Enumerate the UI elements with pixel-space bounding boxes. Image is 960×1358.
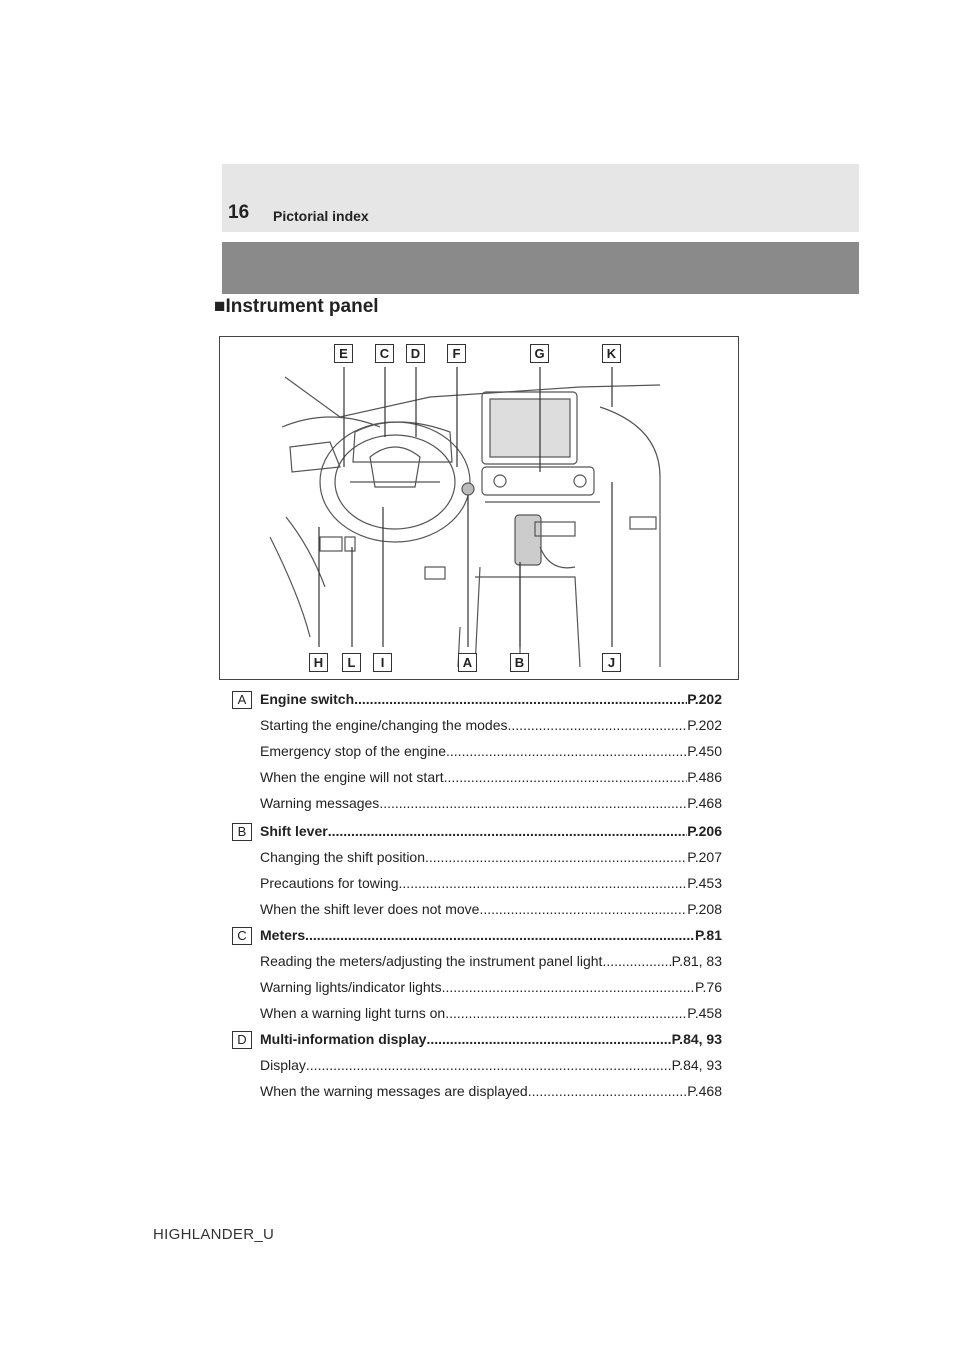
index-entry[interactable] bbox=[260, 769, 722, 786]
page-ref: P.84, 93 bbox=[671, 1057, 722, 1073]
instrument-panel-drawing bbox=[220, 337, 738, 679]
group-letter-d: D bbox=[232, 1031, 252, 1049]
callout-h: H bbox=[309, 653, 328, 672]
entry-label: Multi-information display bbox=[260, 1031, 427, 1047]
page-ref: P.486 bbox=[687, 769, 722, 785]
index-entry[interactable] bbox=[260, 743, 722, 760]
page-ref: P.468 bbox=[687, 1083, 722, 1099]
index-entry-main[interactable] bbox=[260, 823, 722, 840]
page-ref: P.450 bbox=[687, 743, 722, 759]
entry-label: Meters bbox=[260, 927, 306, 943]
callout-c: C bbox=[375, 344, 394, 363]
section-title: Pictorial index bbox=[273, 208, 369, 224]
index-entry-main[interactable] bbox=[260, 927, 722, 944]
callout-l: L bbox=[342, 653, 361, 672]
callout-j: J bbox=[602, 653, 621, 672]
entry-label: Reading the meters/adjusting the instrument panel light bbox=[260, 953, 603, 969]
page-ref: P.81, 83 bbox=[671, 953, 722, 969]
index-entry[interactable] bbox=[260, 901, 722, 918]
index-entry-main[interactable] bbox=[260, 691, 722, 708]
entry-label: Engine switch bbox=[260, 691, 355, 707]
page-ref: P.84, 93 bbox=[671, 1031, 722, 1047]
group-letter-b: B bbox=[232, 823, 252, 841]
callout-a: A bbox=[458, 653, 477, 672]
page-number: 16 bbox=[228, 202, 250, 223]
index-entry[interactable] bbox=[260, 1083, 722, 1100]
entry-label: Warning messages bbox=[260, 795, 380, 811]
page-ref: P.81 bbox=[695, 927, 722, 943]
callout-g: G bbox=[530, 344, 549, 363]
page-ref: P.202 bbox=[687, 691, 722, 707]
subheading: ■Instrument panel bbox=[214, 296, 379, 317]
index-entry-main[interactable] bbox=[260, 1031, 722, 1048]
group-letter-a: A bbox=[232, 691, 252, 709]
instrument-panel-figure bbox=[219, 336, 739, 680]
index-entry[interactable] bbox=[260, 953, 722, 970]
entry-label: Shift lever bbox=[260, 823, 328, 839]
callout-e: E bbox=[334, 344, 353, 363]
entry-label: When the shift lever does not move bbox=[260, 901, 480, 917]
entry-label: Display bbox=[260, 1057, 306, 1073]
section-band bbox=[222, 242, 859, 294]
entry-label: Warning lights/indicator lights bbox=[260, 979, 442, 995]
page-ref: P.208 bbox=[687, 901, 722, 917]
page-ref: P.202 bbox=[687, 717, 722, 733]
group-letter-c: C bbox=[232, 927, 252, 945]
callout-d: D bbox=[406, 344, 425, 363]
callout-i: I bbox=[373, 653, 392, 672]
page-ref: P.453 bbox=[687, 875, 722, 891]
entry-label: Changing the shift position bbox=[260, 849, 425, 865]
index-entry[interactable] bbox=[260, 1057, 722, 1074]
callout-b: B bbox=[510, 653, 529, 672]
page-ref: P.76 bbox=[695, 979, 722, 995]
page-ref: P.207 bbox=[687, 849, 722, 865]
entry-label: When a warning light turns on bbox=[260, 1005, 446, 1021]
index-entry[interactable] bbox=[260, 1005, 722, 1022]
index-entry[interactable] bbox=[260, 875, 722, 892]
callout-k: K bbox=[602, 344, 621, 363]
index-entry[interactable] bbox=[260, 717, 722, 734]
entry-label: When the warning messages are displayed bbox=[260, 1083, 528, 1099]
page-ref: P.468 bbox=[687, 795, 722, 811]
entry-label: Precautions for towing bbox=[260, 875, 399, 891]
entry-label: When the engine will not start bbox=[260, 769, 444, 785]
index-entry[interactable] bbox=[260, 795, 722, 812]
page-ref: P.458 bbox=[687, 1005, 722, 1021]
entry-label: Emergency stop of the engine bbox=[260, 743, 447, 759]
callout-f: F bbox=[447, 344, 466, 363]
index-entry[interactable] bbox=[260, 979, 722, 996]
entry-label: Starting the engine/changing the modes bbox=[260, 717, 508, 733]
index-entry[interactable] bbox=[260, 849, 722, 866]
page-ref: P.206 bbox=[687, 823, 722, 839]
footer-model-code: HIGHLANDER_U bbox=[153, 1226, 275, 1243]
